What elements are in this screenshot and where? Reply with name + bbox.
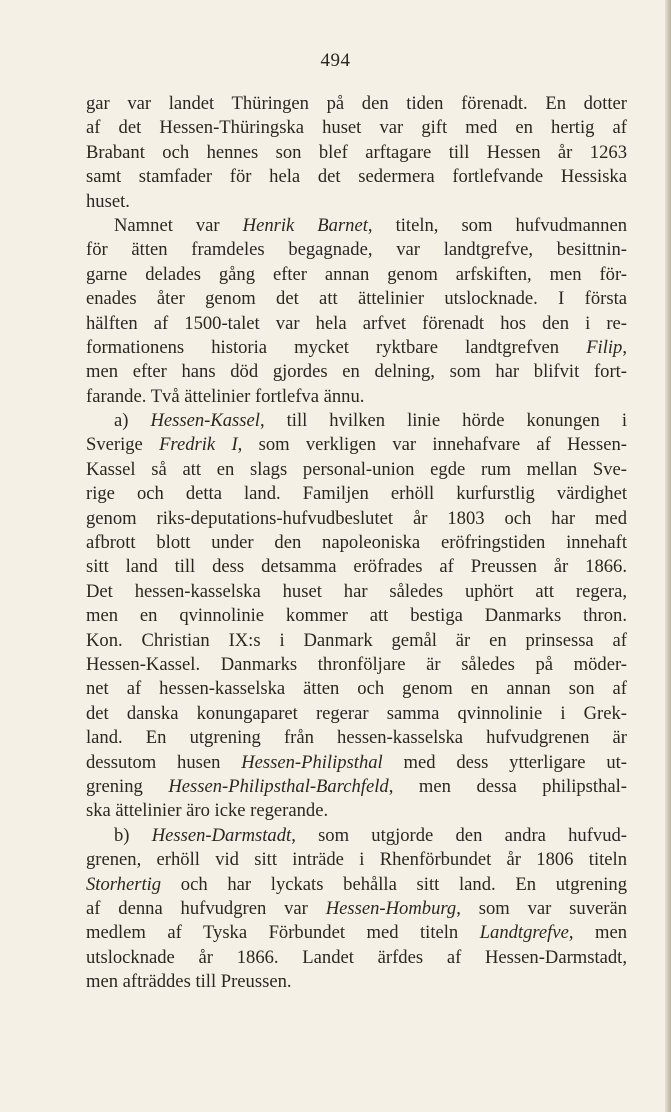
text-line — [86, 312, 627, 336]
text-segment: Hessen-Kassel. Danmarks thronföljare är således på möder- — [86, 653, 627, 675]
text-segment: b) — [114, 824, 152, 846]
text-segment: men afträddes till Preussen. — [86, 971, 292, 993]
text-segment: farande. Två ättelinier fortlefva ännu. — [86, 385, 365, 407]
text-line — [86, 580, 627, 604]
page-edge-shadow — [665, 0, 671, 1112]
text-line — [86, 970, 627, 994]
text-line — [86, 190, 627, 214]
text-segment: dessutom husen — [86, 751, 242, 773]
italic-name: Landtgrefve — [479, 922, 569, 944]
text-segment: Kassel så att en slags personal-union egde rum mellan Sve- — [86, 458, 627, 480]
text-segment: medlem af Tyska Förbundet med titeln — [86, 922, 480, 944]
text-segment: afbrott blott under den napoleoniska eröfringstiden innehaft — [86, 532, 627, 554]
text-segment: land. En utgrening från hessen-kasselska hufvudgrenen är — [86, 727, 627, 749]
text-segment: af det Hessen-Thüringska huset var gift med en hertig af — [86, 117, 627, 139]
text-line — [86, 458, 627, 482]
text-line — [86, 775, 627, 799]
text-segment: huset. — [86, 190, 130, 212]
text-segment: , men dessa philipsthal- — [388, 775, 627, 797]
text-segment: , som utgjorde den andra hufvud- — [291, 824, 627, 846]
text-segment: ska ättelinier äro icke regerande. — [86, 800, 329, 822]
text-segment: och har lyckats behålla sitt land. En utgrening — [161, 873, 627, 895]
text-segment: sitt land till dess detsamma eröfrades af Preussen år 1866. — [86, 556, 627, 578]
text-segment: , som verkligen var innehafvare af Hessen- — [237, 434, 627, 456]
text-line — [86, 507, 627, 531]
text-line — [86, 238, 627, 262]
text-line — [86, 604, 627, 628]
text-line — [86, 92, 627, 116]
text-line — [86, 214, 627, 238]
text-segment: , — [622, 336, 627, 358]
text-line — [86, 629, 627, 653]
text-line — [86, 897, 627, 921]
text-segment: garne delades gång efter annan genom arfskiften, men för- — [86, 263, 627, 285]
text-line — [86, 116, 627, 140]
text-segment: rige och detta land. Familjen erhöll kurfurstlig värdighet — [86, 483, 627, 505]
text-line — [86, 653, 627, 677]
body-text — [86, 92, 627, 994]
text-line — [86, 287, 627, 311]
text-segment: Namnet var — [114, 214, 243, 236]
text-line — [86, 824, 627, 848]
text-line — [86, 873, 627, 897]
italic-name: Hessen-Kassel — [150, 410, 260, 432]
italic-name: Fredrik I — [159, 434, 238, 456]
text-line — [86, 946, 627, 970]
text-segment: Sverige — [86, 434, 160, 456]
text-segment: för ätten framdeles begagnade, var landtgrefve, besittnin- — [86, 239, 627, 261]
text-segment: , men — [568, 922, 627, 944]
text-segment: grenen, erhöll vid sitt inträde i Rhenförbundet år 1806 titeln — [86, 849, 627, 871]
text-line — [86, 677, 627, 701]
italic-name: Hessen-Darmstadt — [151, 824, 292, 846]
text-line — [86, 751, 627, 775]
text-line — [86, 336, 627, 360]
text-line — [86, 360, 627, 384]
text-segment: men en qvinnolinie kommer att bestiga Danmarks thron. — [86, 605, 627, 627]
italic-name: Filip — [586, 336, 623, 358]
text-segment: men efter hans död gjordes en delning, som har blifvit fort- — [86, 361, 627, 383]
text-line — [86, 531, 627, 555]
text-line — [86, 921, 627, 945]
text-segment: hälften af 1500-talet var hela arfvet förenadt hos den i re- — [86, 312, 627, 334]
page-number: 494 — [320, 50, 351, 71]
italic-name: Hessen-Homburg — [325, 897, 457, 919]
text-segment: , titeln, som hufvudmannen — [367, 214, 627, 236]
text-line — [86, 141, 627, 165]
text-line — [86, 482, 627, 506]
text-line — [86, 433, 627, 457]
italic-name: Hessen-Philipsthal — [241, 751, 383, 773]
text-segment: samt stamfader för hela det sedermera fortlefvande Hessiska — [86, 166, 627, 188]
text-segment: gar var landet Thüringen på den tiden förenadt. En dotter — [86, 93, 627, 114]
italic-name: Hessen-Philipsthal-Barchfeld — [168, 775, 389, 797]
text-line — [86, 385, 627, 409]
text-segment: net af hessen-kasselska ätten och genom en annan son af — [86, 678, 627, 700]
text-segment: utslocknade år 1866. Landet ärfdes af Hessen-Darmstadt, — [86, 946, 627, 968]
italic-name: Henrik Barnet — [242, 214, 368, 236]
text-segment: , som var suverän — [456, 897, 627, 919]
text-segment: a) — [114, 410, 151, 432]
text-segment: Kon. Christian IX:s i Danmark gemål är en prinsessa af — [86, 629, 627, 651]
text-segment: af denna hufvudgren var — [86, 897, 326, 919]
italic-name: Storhertig — [86, 873, 162, 895]
text-line — [86, 263, 627, 287]
text-segment: formationens historia mycket ryktbare landtgrefven — [86, 336, 587, 358]
text-line — [86, 409, 627, 433]
text-line — [86, 848, 627, 872]
text-line — [86, 165, 627, 189]
text-segment: , till hvilken linie hörde konungen i — [259, 410, 628, 432]
text-segment: Brabant och hennes son blef arftagare till Hessen år 1263 — [86, 141, 627, 163]
text-line — [86, 799, 627, 823]
text-segment: genom riks-deputations-hufvudbeslutet år 1803 och har med — [86, 507, 627, 529]
text-segment: det danska konungaparet regerar samma qvinnolinie i Grek- — [86, 702, 627, 724]
text-segment: Det hessen-kasselska huset har således uphört att regera, — [86, 580, 627, 602]
text-line — [86, 555, 627, 579]
text-line — [86, 702, 627, 726]
text-line — [86, 726, 627, 750]
text-segment: grening — [86, 775, 169, 797]
text-segment: enades åter genom det att ättelinier utslocknade. I första — [86, 288, 627, 310]
text-segment: med dess ytterligare ut- — [382, 751, 627, 773]
